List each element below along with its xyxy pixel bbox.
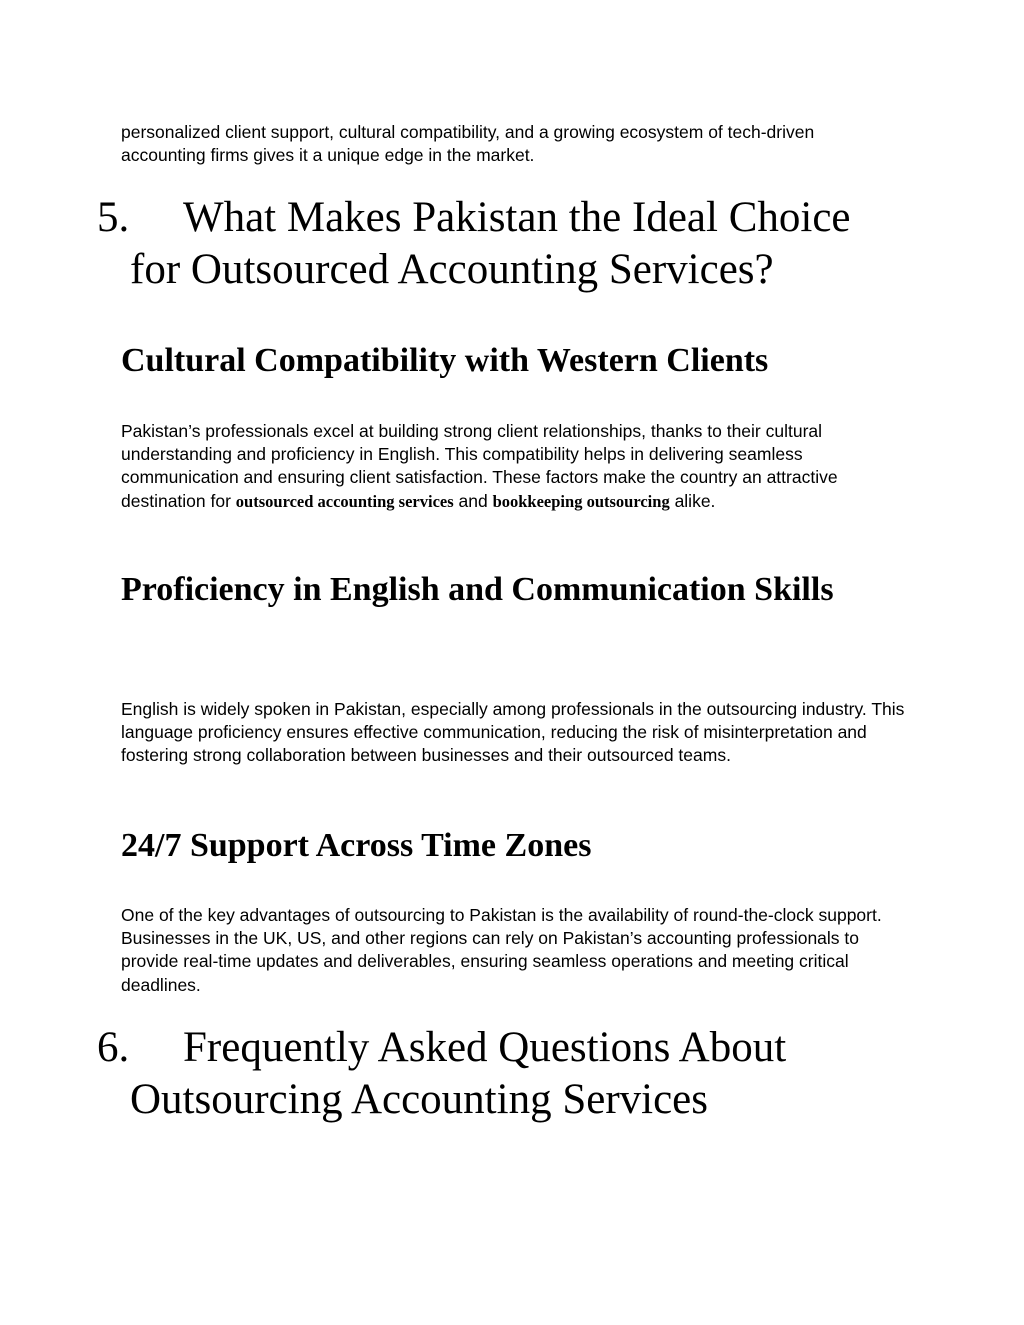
cultural-text-mid: and: [453, 490, 493, 511]
cultural-compatibility-paragraph: [121, 420, 891, 513]
support-paragraph: One of the key advantages of outsourcing to Pakistan is the availability of round-the-clock support. Businesses in the UK, US, and other regions can rely on Pakistan’s accounting professionals to provide real-time updates and deliverables, ensuring seamless operations and meeting critical deadlines.: [121, 905, 882, 995]
section-5-number: 5.: [97, 194, 130, 241]
english-proficiency-paragraph: English is widely spoken in Pakistan, especially among professionals in the outsourcing industry. This language proficiency ensures effective communication, reducing the risk of misinterpretation and fostering strong collaboration between businesses and their outsourced teams.: [121, 699, 905, 766]
section-6-number: 6.: [97, 1024, 130, 1071]
bookkeeping-outsourcing-bold: bookkeeping outsourcing: [492, 491, 670, 511]
section-5-title-line2: for Outsourced Accounting Services?: [130, 246, 774, 293]
section-6-title-line1: Frequently Asked Questions About: [183, 1024, 787, 1071]
support-heading: 24/7 Support Across Time Zones: [121, 827, 592, 864]
section-5-heading: [97, 192, 957, 296]
outsourced-accounting-services-bold: outsourced accounting services: [235, 491, 454, 511]
section-5-title-line1: What Makes Pakistan the Ideal Choice: [183, 194, 851, 241]
section-6-heading: [97, 1022, 957, 1126]
cultural-text-after: alike.: [669, 490, 716, 511]
cultural-compatibility-heading: Cultural Compatibility with Western Clients: [121, 342, 769, 379]
english-proficiency-heading: Proficiency in English and Communication Skills: [121, 571, 834, 608]
cultural-text-before: Pakistan’s professionals excel at building strong client relationships, thanks to their cultural understanding and proficiency in English. This compatibility helps in delivering seamless communication and ensuring client satisfaction. These factors make the country an attractive destination for: [121, 421, 838, 511]
section-6-title-line2: Outsourcing Accounting Services: [130, 1076, 709, 1123]
intro-paragraph: personalized client support, cultural compatibility, and a growing ecosystem of tech-driven accounting firms gives it a unique edge in the market.: [121, 122, 815, 166]
